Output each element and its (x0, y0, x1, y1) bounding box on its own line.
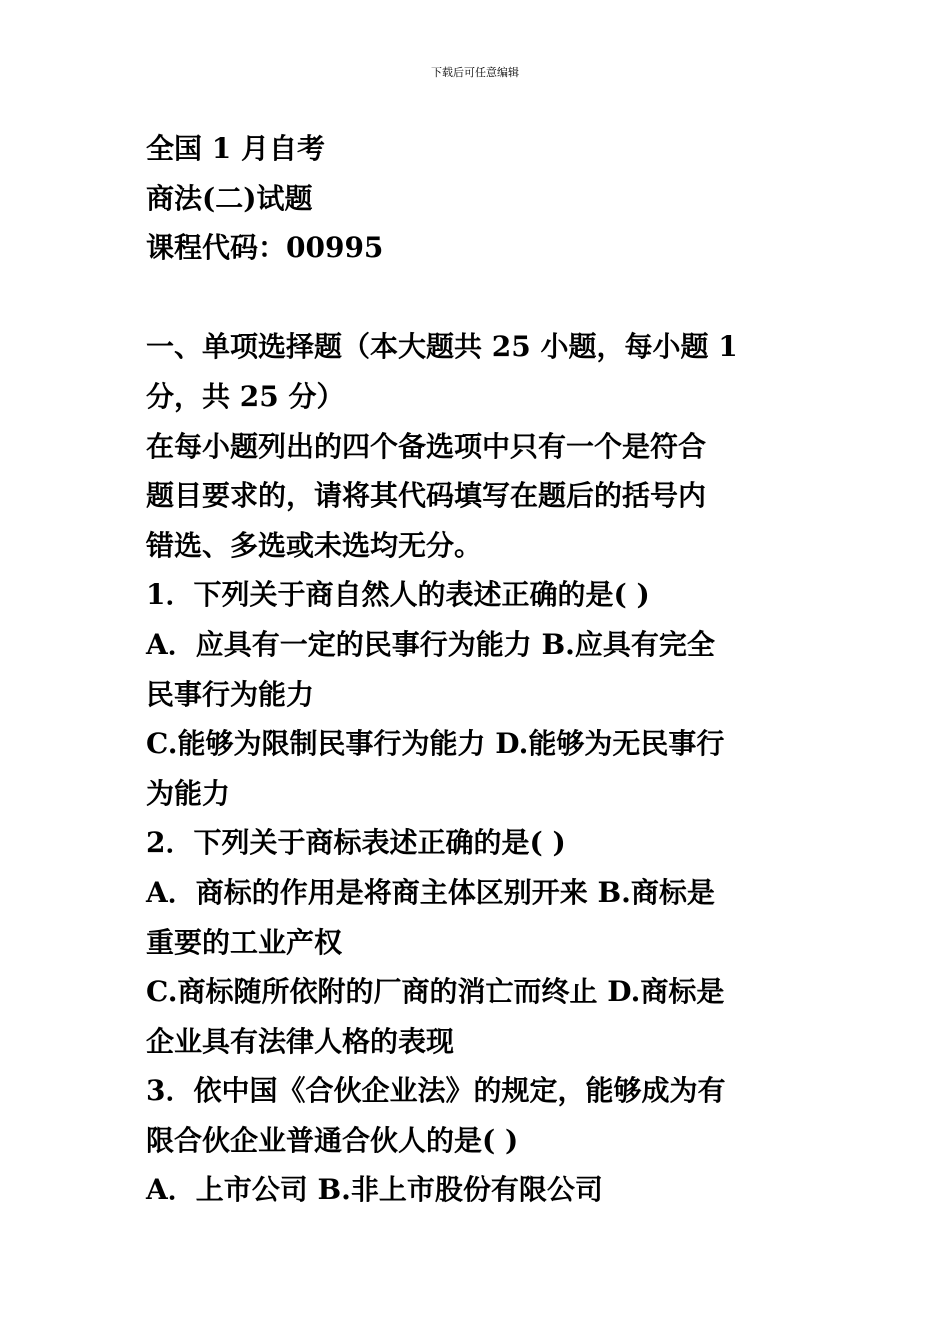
section-heading-line: 分，共 25 分） (146, 379, 345, 413)
question-stem: 2．下列关于商标表述正确的是( ) (146, 826, 566, 860)
section-instructions (146, 422, 816, 571)
section-heading (146, 322, 816, 421)
instruction-line: 在每小题列出的四个备选项中只有一个是符合 (146, 429, 707, 463)
title-line: 商法(二)试题 (146, 181, 313, 215)
question-stem: 1．下列关于商自然人的表述正确的是( ) (146, 578, 650, 612)
section-heading-line: 一、单项选择题（本大题共 25 小题，每小题 1 (146, 330, 738, 364)
question-options: A．应具有一定的民事行为能力 B.应具有完全 (146, 627, 715, 661)
question-options: 企业具有法律人格的表现 (146, 1024, 455, 1058)
question-2 (146, 818, 816, 1066)
course-code-line: 课程代码：00995 (146, 231, 384, 265)
instruction-line: 题目要求的，请将其代码填写在题后的括号内 (146, 479, 707, 513)
question-options: C.商标随所依附的厂商的消亡而终止 D.商标是 (146, 975, 725, 1009)
page-header-note: 下载后可任意编辑 (431, 66, 519, 79)
question-options: A．商标的作用是将商主体区别开来 B.商标是 (146, 875, 715, 909)
document-body (146, 124, 816, 1215)
question-stem: 3．依中国《合伙企业法》的规定，能够成为有 (146, 1074, 726, 1108)
question-options: A．上市公司 B.非上市股份有限公司 (146, 1173, 603, 1207)
question-3 (146, 1066, 816, 1215)
question-stem: 限合伙企业普通合伙人的是( ) (146, 1123, 519, 1157)
question-options: C.能够为限制民事行为能力 D.能够为无民事行 (146, 727, 725, 761)
document-title (146, 124, 816, 273)
question-options: 重要的工业产权 (146, 925, 343, 959)
question-options: 民事行为能力 (146, 677, 315, 711)
instruction-line: 错选、多选或未选均无分。 (146, 528, 483, 562)
blank-line (146, 273, 816, 323)
question-options: 为能力 (146, 776, 231, 810)
question-1 (146, 570, 816, 818)
title-line: 全国 1 月自考 (146, 132, 325, 165)
